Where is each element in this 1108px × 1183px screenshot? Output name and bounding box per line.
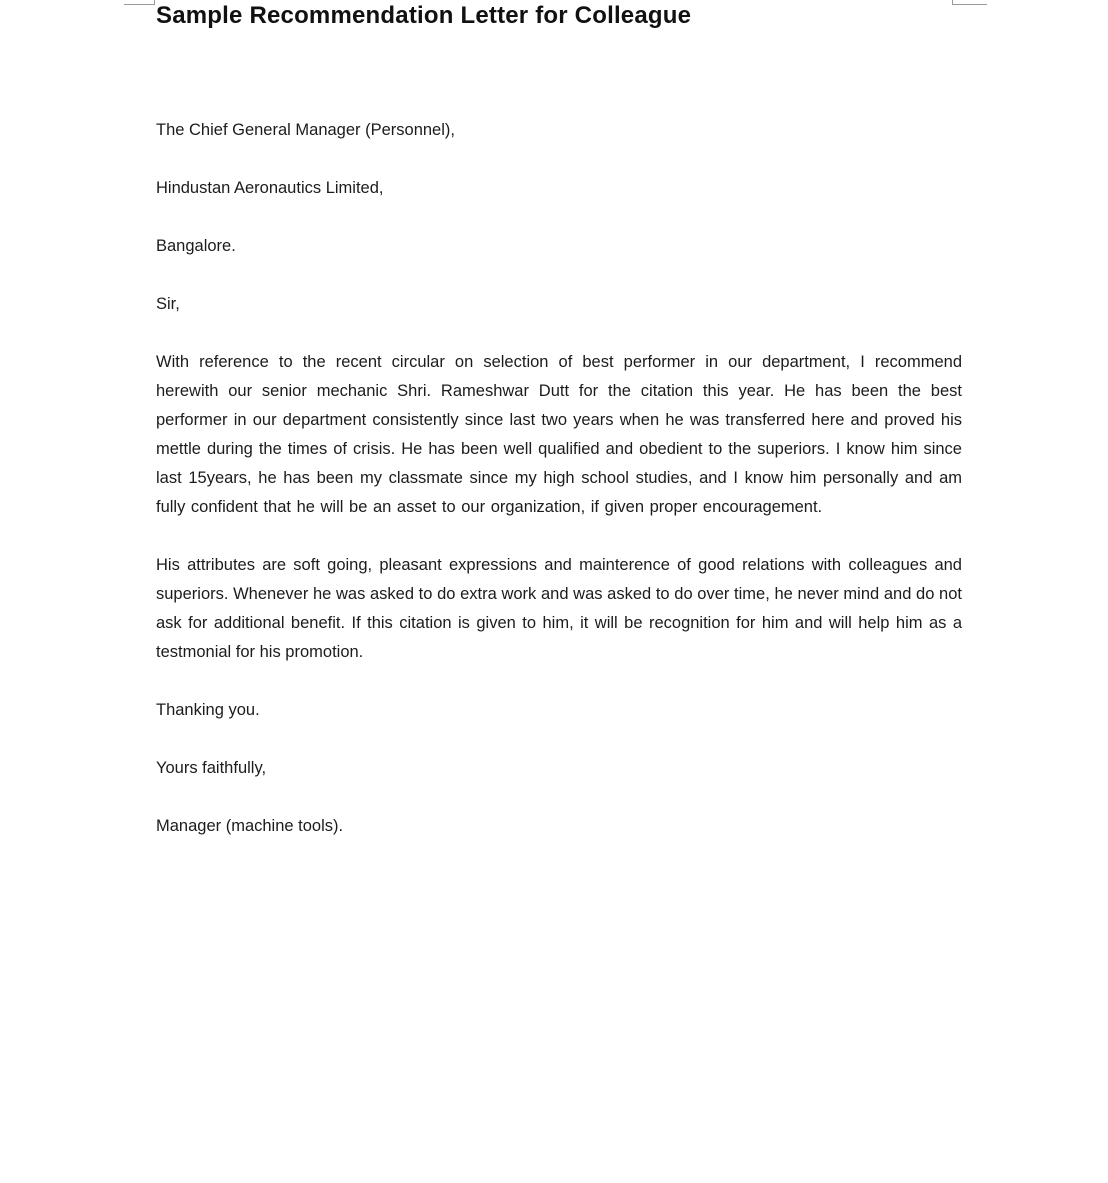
crop-mark-right [952, 0, 987, 5]
recipient-organization: Hindustan Aeronautics Limited, [156, 179, 384, 197]
recipient-city: Bangalore. [156, 237, 236, 255]
salutation: Sir, [156, 295, 180, 313]
document-title: Sample Recommendation Letter for Colleague [156, 2, 692, 29]
body-paragraph-2: His attributes are soft going, pleasant expressions and mainterence of good relations with colleagues and superiors. Whenever he was asked to do extra work and was asked to do over time, he never mind and do not ask for additional benefit. If this citation is given to him, it will be recognition for him and will help him as a testmonial for his promotion. [156, 556, 962, 661]
recipient-title: The Chief General Manager (Personnel), [156, 121, 455, 139]
closing-line: Thanking you. [156, 701, 260, 719]
letter-body [156, 116, 962, 870]
body-paragraph-1: With reference to the recent circular on selection of best performer in our department, I recommend herewith our senior mechanic Shri. Rameshwar Dutt for the citation this year. He has been the best performer in our department consistently since last two years when he was transferred here and proved his mettle during the times of crisis. He has been well qualified and obedient to the superiors. I know him since last 15years, he has been my classmate since my high school studies, and I know him personally and am fully confident that he will be an asset to our organization, if given proper encouragement. [156, 353, 962, 516]
crop-mark-left [124, 0, 155, 5]
signoff-line: Yours faithfully, [156, 759, 267, 777]
signature-line: Manager (machine tools). [156, 817, 344, 835]
